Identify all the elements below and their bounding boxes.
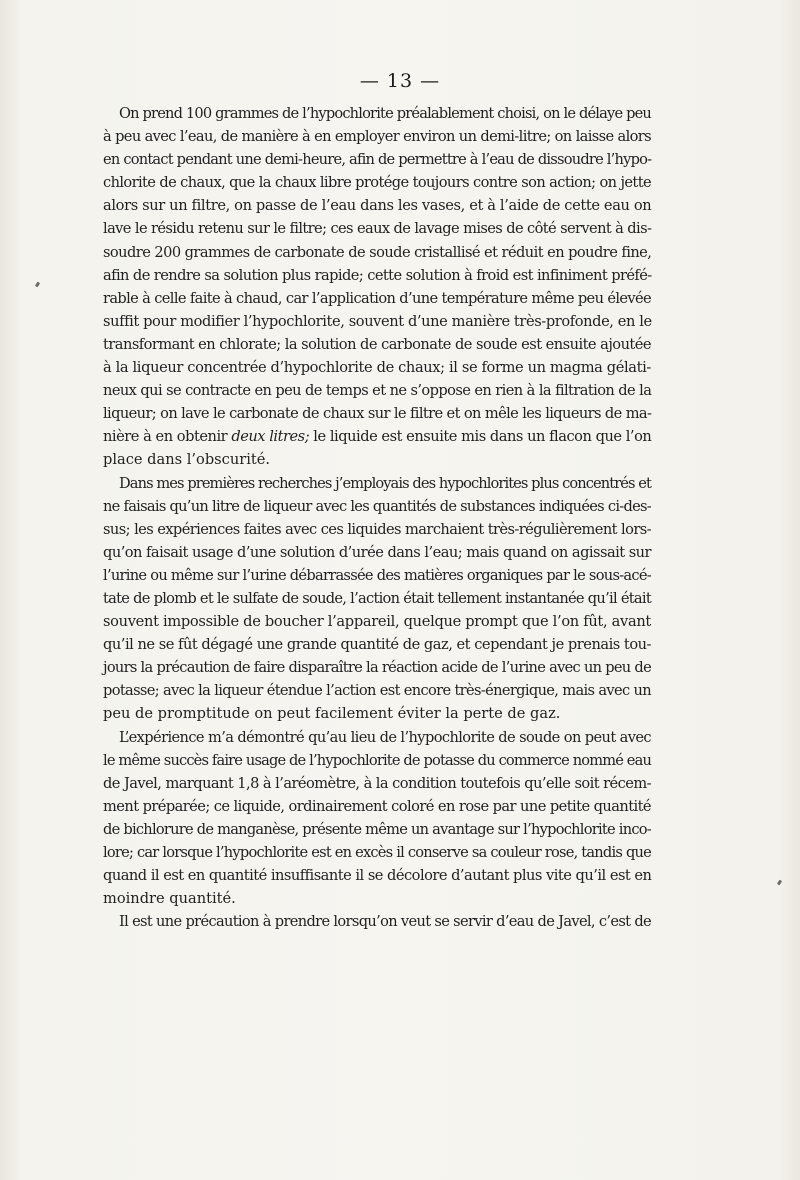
text-line: afin de rendre sa solution plus rapide; cette solution à froid est infiniment préfé- [103,266,652,284]
text-line-mixed [103,425,651,448]
text-line: à la liqueur concentrée d’hypochlorite de chaux; il se forme un magma gélati- [103,359,651,377]
text-line: potasse; avec la liqueur étendue l’action est encore très-énergique, mais avec un [103,682,651,700]
text-line: alors sur un filtre, on passe de l’eau dans les vases, et à l’aide de cette eau on [103,197,652,215]
text-line: ment préparée; ce liquide, ordinairement coloré en rose par une petite quantité [103,797,651,815]
text-line: de bichlorure de manganèse, présente même un avantage sur l’hypochlorite inco- [103,820,651,838]
text-line: qu’il ne se fût dégagé une grande quantité de gaz, et cependant je prenais tou- [103,636,651,654]
text-line: chlorite de chaux, que la chaux libre protége toujours contre son action; on jette [103,174,651,192]
text-line: L’expérience m’a démontré qu’au lieu de l’hypochlorite de soude on peut avec [119,728,651,746]
page-body [103,102,651,933]
text-line: rable à celle faite à chaud, car l’application d’une température même peu élevée [103,289,651,307]
text-line: l’urine ou même sur l’urine débarrassée des matières organiques par le sous-acé- [103,566,651,584]
text-line: peu de promptitude on peut facilement éviter la perte de gaz. [103,705,561,723]
text-segment: le liquide est ensuite mis dans un flacon que l’on [309,428,652,446]
text-line: sus; les expériences faites avec ces liquides marchaient très-régulièrement lors- [103,520,651,538]
text-line: Dans mes premières recherches j’employais des hypochlorites plus concentrés et [119,474,651,492]
text-line: lave le résidu retenu sur le filtre; ces eaux de lavage mises de côté servent à dis- [103,220,652,238]
margin-mark [777,880,782,886]
text-line: soudre 200 grammes de carbonate de soude cristallisé et réduit en poudre fine, [103,243,652,261]
text-line: quand il est en quantité insuffisante il se décolore d’autant plus vite qu’il est en [103,867,652,885]
text-line: neux qui se contracte en peu de temps et ne s’oppose en rien à la filtration de la [103,382,652,400]
paragraph-3 [103,726,651,911]
text-line: en contact pendant une demi-heure, afin de permettre à l’eau de dissoudre l’hypo- [103,151,652,169]
text-line: transformant en chlorate; la solution de carbonate de soude est ensuite ajoutée [103,335,651,353]
paragraph-1 [103,102,651,472]
text-line: à peu avec l’eau, de manière à en employer environ un demi-litre; on laisse alors [103,128,651,146]
margin-mark [35,282,40,288]
text-line: lore; car lorsque l’hypochlorite est en excès il conserve sa couleur rose, tandis que [103,844,651,861]
page-number: — 13 — [359,70,441,92]
text-line: souvent impossible de boucher l’appareil, quelque prompt que l’on fût, avant [103,613,651,631]
paragraph-4 [103,910,651,933]
text-segment: nière à en obtenir [103,428,228,446]
text-line: liqueur; on lave le carbonate de chaux sur le filtre et on mêle les liqueurs de ma- [103,405,652,423]
text-line: jours la précaution de faire disparaître la réaction acide de l’urine avec un peu de [103,659,651,677]
text-line: ne faisais qu’un litre de liqueur avec les quantités de substances indiquées ci-des- [103,497,651,515]
paragraph-2 [103,472,651,726]
text-line: qu’on faisait usage d’une solution d’urée dans l’eau; mais quand on agissait sur [103,543,651,561]
italic-phrase: deux litres; [231,428,310,446]
text-line: tate de plomb et le sulfate de soude, l’action était tellement instantanée qu’il était [103,589,651,607]
text-line: suffit pour modifier l’hypochlorite, souvent d’une manière très-profonde, en le [103,312,652,330]
text-line: de Javel, marquant 1,8 à l’aréomètre, à la condition toutefois qu’elle soit récem- [103,774,651,792]
text-line: place dans l’obscurité. [103,451,271,469]
text-line: On prend 100 grammes de l’hypochlorite préalablement choisi, on le délaye peu [119,105,651,122]
text-line: moindre quantité. [103,890,236,908]
text-line: le même succès faire usage de l’hypochlorite de potasse du commerce nommé eau [103,751,651,769]
text-line: Il est une précaution à prendre lorsqu’on veut se servir d’eau de Javel, c’est de [119,913,651,931]
